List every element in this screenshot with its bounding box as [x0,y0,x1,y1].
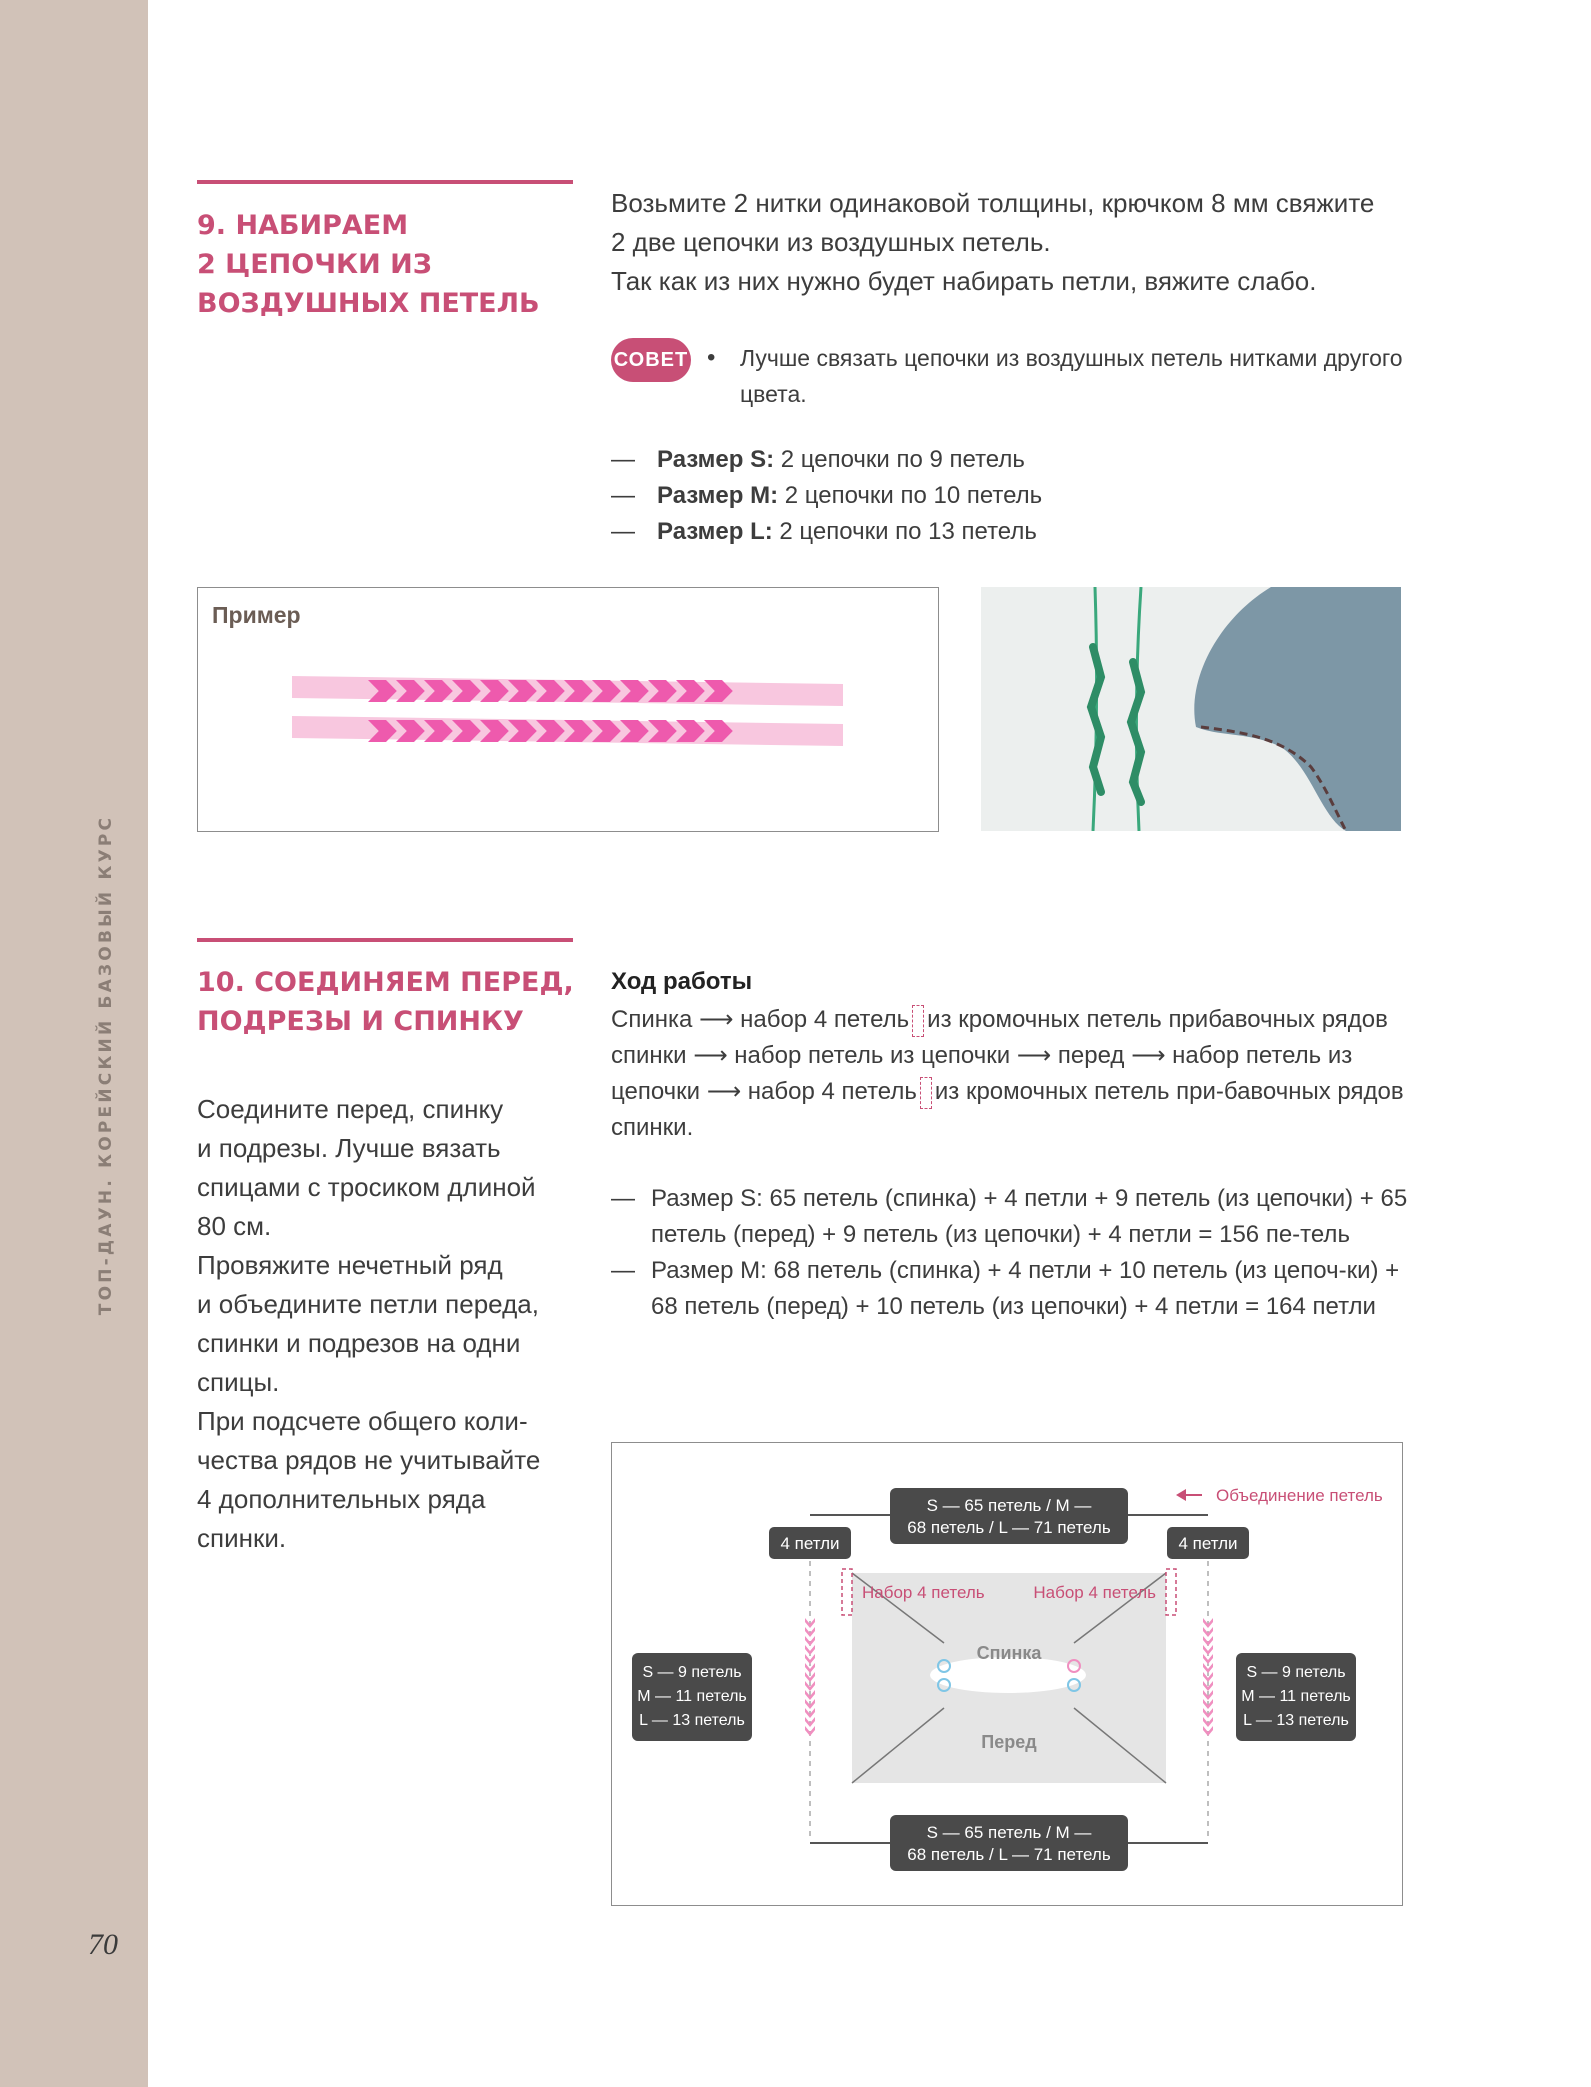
section9-body [611,184,1374,301]
sidebar-band [0,0,148,2087]
joining-diagram-svg [612,1443,1402,1905]
pickup-left-label: Набор 4 петель [862,1583,985,1602]
body-line: спинки и подрезов на одни [197,1328,521,1358]
svg-text:S — 65 петель / M —: S — 65 петель / M — [926,1496,1092,1515]
section10-title-line: 10. СОЕДИНЯЕМ ПЕРЕД, [197,967,574,998]
svg-text:S — 9 петель: S — 9 петель [642,1664,742,1681]
body-line: Соедините перед, спинку [197,1094,504,1124]
tip-text: Лучше связать цепочки из воздушных петель нитками другого цвета. [740,345,1403,407]
svg-text:S — 9 петель: S — 9 петель [1246,1664,1346,1681]
section9-title-line: 2 ЦЕПОЧКИ ИЗ [197,249,432,280]
front-label: Перед [981,1732,1037,1752]
body-line: и объедините петли переда, [197,1289,539,1319]
size-list [611,442,1042,550]
arrow-head-icon [1176,1489,1186,1501]
section9-title-line: ВОЗДУШНЫХ ПЕТЕЛЬ [197,288,540,319]
joining-diagram [611,1442,1403,1906]
example-label: Пример [212,602,301,628]
chain-illustration [198,588,938,831]
chain-stitch [1203,1645,1213,1655]
body-line: 2 две цепочки из воздушных петель. [611,227,1051,257]
join-label: Объединение петель [1216,1486,1383,1505]
example-box [197,587,939,832]
body-line: и подрезы. Лучше вязать [197,1133,501,1163]
section9-title-line: 9. НАБИРАЕМ [197,210,409,241]
body-line: При подсчете общего коли- [197,1406,528,1436]
stitch-calculations [611,1181,1411,1325]
size-item: — Размер L: 2 цепочки по 13 петель [611,518,1037,545]
svg-text:M — 11 петель: M — 11 петель [1241,1688,1351,1705]
body-line: 4 дополнительных ряда [197,1484,486,1514]
pickup-right-label: Набор 4 петель [1033,1583,1156,1602]
work-steps: Спинка ⟶ набор 4 петель из кромочных петель прибавочных рядов спинки ⟶ набор петель из цепочки ⟶ перед ⟶ набор петель из цепочки ⟶ набор 4 петель из кромочных петель при-бавочных рядов спинки. [611,1006,1404,1141]
body-line: Возьмите 2 нитки одинаковой толщины, крючком 8 мм свяжите [611,188,1375,218]
body-line: спинки. [197,1523,287,1553]
svg-text:L — 13 петель: L — 13 петель [639,1712,745,1729]
calc-row: — Размер M: 68 петель (спинка) + 4 петли + 10 петель (из цепоч-ки) + 68 петель (перед) + 10 петель (из цепочки) + 4 петли = 164 петли [611,1257,1400,1320]
tip-badge: СОВЕТ [611,338,691,382]
chain-stitch [805,1645,815,1655]
photo-knitting-chains [981,587,1401,831]
svg-text:4 петли: 4 петли [1178,1534,1238,1553]
chain-right [1203,1618,1213,1736]
section10-title [197,963,574,1041]
back-label: Спинка [976,1643,1042,1663]
calc-row: — Размер S: 65 петель (спинка) + 4 петли + 9 петель (из цепочки) + 65 петель (перед) + 9 петель (из цепочки) + 4 петли = 156 пе-тель [611,1185,1408,1248]
pickup-marker [912,1005,924,1037]
body-line: спицами с тросиком длиной [197,1172,536,1202]
svg-text:68 петель / L — 71 петель: 68 петель / L — 71 петель [907,1518,1111,1537]
chain-left [805,1618,815,1736]
svg-text:L — 13 петель: L — 13 петель [1243,1712,1349,1729]
running-head: ТОП-ДАУН. КОРЕЙСКИЙ БАЗОВЫЙ КУРС [96,814,116,1316]
section9-title [197,206,540,323]
body-line: Так как из них нужно будет набирать петли, вяжите слабо. [611,266,1317,296]
body-line: чества рядов не учитывайте [197,1445,541,1475]
tip-bullet: • [707,344,716,371]
photo-illustration [981,587,1401,831]
section10-left-text [197,1090,577,1558]
svg-text:M — 11 петель: M — 11 петель [637,1688,747,1705]
svg-text:4 петли: 4 петли [780,1534,840,1553]
work-title: Ход работы [611,968,753,995]
body-line: 80 см. [197,1211,272,1241]
section10-title-line: ПОДРЕЗЫ И СПИНКУ [197,1006,524,1037]
pickup-marker [920,1077,932,1109]
body-line: Провяжите нечетный ряд [197,1250,503,1280]
size-item: — Размер M: 2 цепочки по 10 петель [611,482,1043,509]
size-item: — Размер S: 2 цепочки по 9 петель [611,446,1025,473]
section10-rule [197,938,573,942]
section9-rule [197,180,573,184]
page-number: 70 [88,1928,118,1961]
svg-text:S — 65 петель / M —: S — 65 петель / M — [926,1823,1092,1842]
svg-text:68 петель / L — 71 петель: 68 петель / L — 71 петель [907,1845,1111,1864]
body-line: спицы. [197,1367,280,1397]
